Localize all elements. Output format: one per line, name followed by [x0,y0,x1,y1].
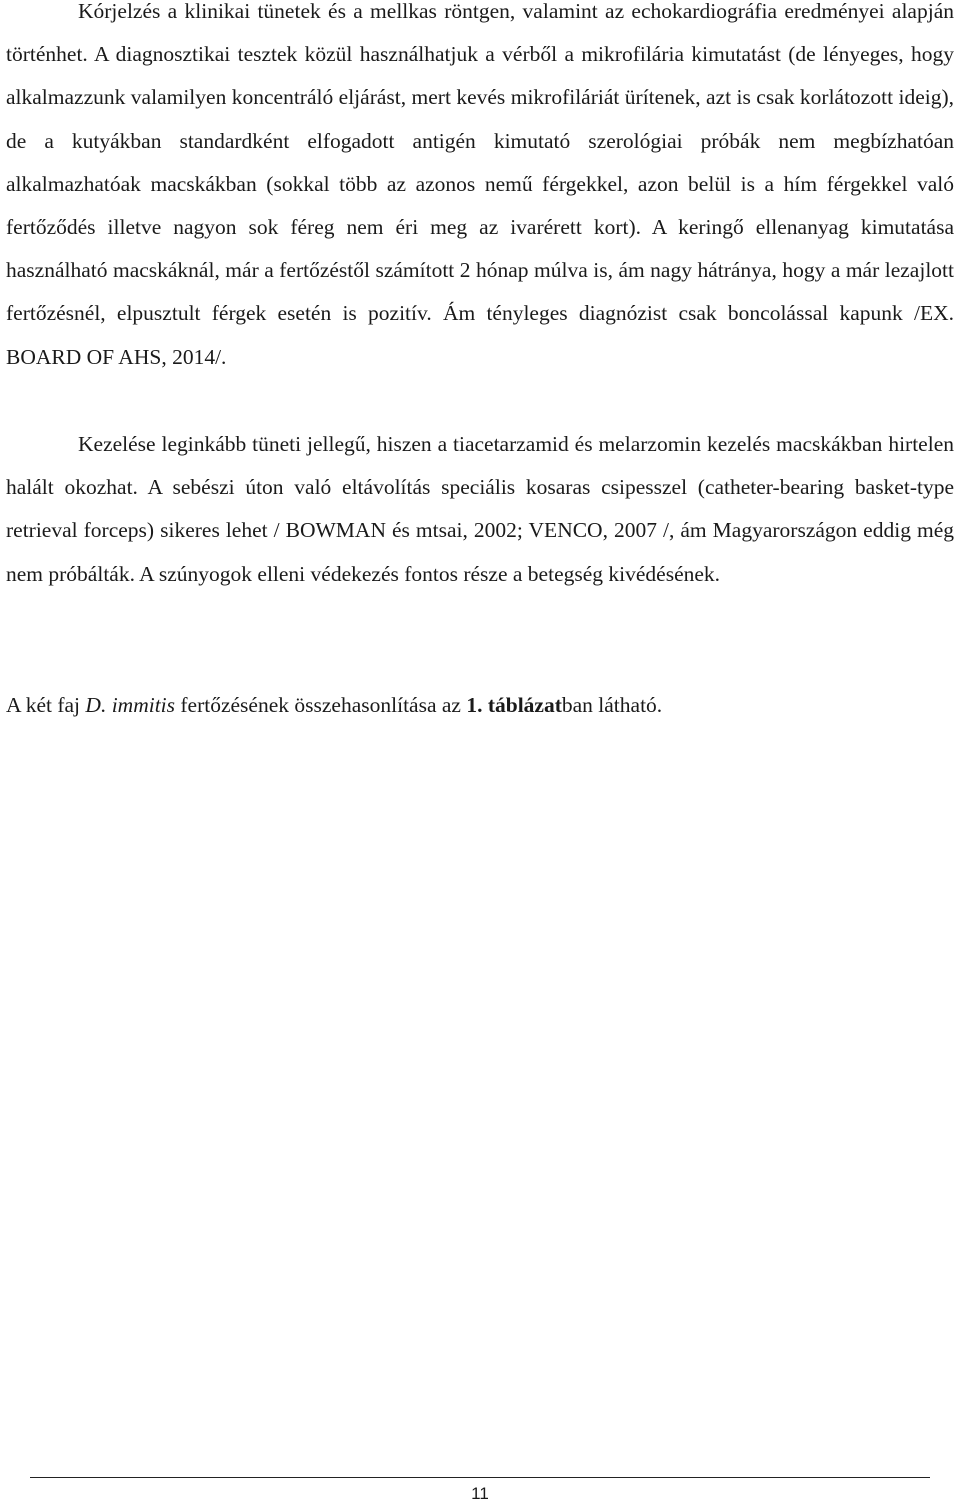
paragraph-diagnosis: Kórjelzés a klinikai tünetek és a mellkas röntgen, valamint az echokardiográfia eredményei alapján történhet. A diagnosztikai tesztek közül használhatjuk a vérből a mikrofilária kimutatást (de lényeges, hogy alkalmazzunk valamilyen koncentráló eljárást, mert kevés mikrofiláriát ürítenek, azt is csak korlátozott ideig), de a kutyákban standardként elfogadott antigén kimutató szerológiai próbák nem megbízhatóan alkalmazhatóak macskákban (sokkal több az azonos nemű férgekkel, azon belül is a hím férgekkel való fertőződés illetve nagyon sok féreg nem éri meg az ivarérett kort). A keringő ellenanyag kimutatása használható macskáknál, már a fertőzéstől számított 2 hónap múlva is, ám nagy hátránya, hogy a már lezajlott fertőzésnél, elpusztult férgek esetén is pozitív. Ám tényleges diagnózist csak boncolással kapunk /EX. BOARD OF AHS, 2014/. [6,0,954,369]
footer-divider [30,1477,930,1478]
comparison-middle: fertőzésének összehasonlítása az [175,693,467,717]
comparison-suffix: ban látható. [561,693,663,717]
paragraph-treatment: Kezelése leginkább tüneti jellegű, hiszen a tiacetarzamid és melarzomin kezelés macskákban hirtelen halált okozhat. A sebészi úton való eltávolítás speciális kosaras csipesszel (catheter-bearing basket-type retrieval forceps) sikeres lehet / BOWMAN és mtsai, 2002; VENCO, 2007 /, ám Magyarországon eddig még nem próbálták. A szúnyogok elleni védekezés fontos része a betegség kivédésének. [6,432,954,586]
comparison-prefix: A két faj [6,693,86,717]
species-name: D. immitis [85,693,176,717]
table-reference: 1. táblázat [466,693,562,717]
paragraph-comparison [6,684,954,727]
page-number: 11 [471,1484,489,1503]
